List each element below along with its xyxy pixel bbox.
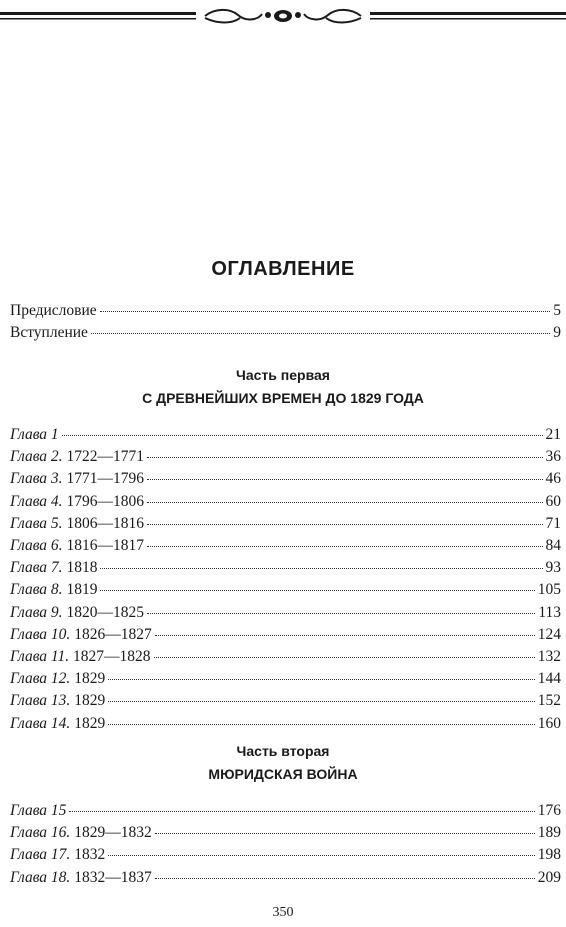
toc-entry-page: 198 — [537, 846, 561, 864]
toc-entry-page: 9 — [553, 324, 561, 341]
chapter-years: 1829 — [74, 670, 106, 688]
dot-leader — [108, 710, 535, 725]
toc-entry-page: 36 — [545, 448, 561, 466]
chapter-number: Глава 11. — [10, 648, 70, 665]
chapter-number: Глава 2. — [10, 448, 63, 466]
chapter-years: 1722—1771 — [66, 448, 144, 466]
dot-leader — [100, 576, 534, 591]
chapter-number: Глава 18. — [10, 868, 71, 886]
chapter-number: Глава 7. — [10, 559, 63, 577]
toc-entry-page: 71 — [545, 514, 561, 532]
chapter-number: Глава 17. — [10, 846, 71, 864]
toc-entry-label — [10, 468, 144, 490]
chapter-number: Глава 4. — [10, 492, 63, 510]
dot-leader — [100, 554, 542, 569]
toc-entry-page: 93 — [545, 559, 561, 577]
chapter-years: 1832 — [74, 846, 106, 864]
part-label: Часть вторая — [236, 743, 330, 759]
chapter-number: Глава 1 — [10, 426, 59, 443]
toc-entry-label — [10, 579, 97, 601]
chapter-number: Глава 13. — [10, 692, 71, 710]
dot-leader — [62, 421, 543, 436]
page-number: 350 — [272, 905, 294, 920]
chapter-years: 1829 — [74, 714, 106, 732]
toc-entry-page: 152 — [537, 692, 561, 710]
toc-entry-label — [10, 557, 97, 579]
dot-leader — [108, 687, 535, 702]
toc-entry-label — [10, 800, 66, 822]
chapter-years: 1829 — [74, 692, 106, 710]
dot-leader — [147, 443, 543, 458]
chapter-number: Глава 10. — [10, 625, 71, 643]
toc-title: ОГЛАВЛЕНИЕ — [211, 258, 355, 280]
dot-leader — [155, 621, 535, 636]
toc-entry-page: 60 — [545, 492, 561, 510]
dot-leader — [154, 643, 535, 658]
toc-entry-page: 144 — [537, 670, 561, 688]
toc-entry-label — [10, 446, 144, 468]
dot-leader — [147, 465, 543, 480]
chapter-number: Глава 9. — [10, 603, 63, 621]
dot-leader — [147, 510, 543, 525]
toc-entry-label — [10, 844, 105, 866]
dot-leader — [147, 599, 535, 614]
toc-entry-label — [10, 690, 105, 712]
chapter-years: 1819 — [66, 581, 98, 599]
dot-leader — [91, 319, 550, 334]
chapter-number: Глава 6. — [10, 537, 63, 554]
chapter-number: Глава 5. — [10, 514, 63, 532]
toc-entry-label — [10, 713, 105, 735]
chapter-years: 1771—1796 — [66, 470, 144, 488]
chapter-number: Глава 3. — [10, 470, 63, 488]
dot-leader — [108, 665, 535, 680]
toc-entry-label — [10, 668, 105, 690]
part-title: МЮРИДСКАЯ ВОЙНА — [208, 766, 358, 782]
dot-leader — [69, 797, 534, 812]
chapter-number: Глава 14. — [10, 714, 71, 732]
chapter-years: 1816—1817 — [66, 537, 144, 554]
toc-entry — [10, 867, 561, 889]
chapter-years: 1820—1825 — [66, 603, 144, 621]
part-title: С ДРЕВНЕЙШИХ ВРЕМЕН ДО 1829 ГОДА — [142, 390, 424, 406]
chapter-years: 1818 — [66, 559, 98, 577]
dot-leader — [155, 864, 535, 879]
toc-entry-page: 176 — [537, 802, 561, 819]
chapter-number: Глава 15 — [10, 802, 67, 819]
chapter-years: 1796—1806 — [66, 492, 144, 510]
toc-entry-page: 124 — [537, 625, 561, 643]
toc-entry-page: 84 — [545, 537, 561, 554]
chapter-years: 1827—1828 — [73, 648, 151, 665]
toc-entry-label — [10, 322, 88, 344]
chapter-years: 1826—1827 — [74, 625, 152, 643]
dot-leader — [155, 819, 535, 834]
toc-entry-page: 189 — [537, 824, 561, 842]
toc-entry — [10, 713, 561, 735]
toc-entry-page: 5 — [553, 302, 561, 319]
chapter-years: 1806—1816 — [66, 514, 144, 532]
toc-entry-page: 209 — [537, 868, 561, 886]
toc-entry-label — [10, 491, 144, 513]
toc-entry-label — [10, 424, 59, 446]
toc-entry-label — [10, 867, 152, 889]
toc-entry-page: 113 — [538, 603, 561, 621]
toc-entry-label — [10, 513, 144, 535]
chapter-number: Глава 8. — [10, 581, 63, 599]
chapter-years: 1829—1832 — [74, 824, 152, 842]
dot-leader — [108, 841, 535, 856]
chapter-number: Глава 16. — [10, 824, 71, 842]
toc-entry-page: 46 — [545, 470, 561, 488]
chapter-years: 1832—1837 — [74, 868, 152, 886]
dot-leader — [147, 488, 543, 503]
toc-entry-label — [10, 624, 152, 646]
toc-entry — [10, 322, 561, 344]
part-label: Часть первая — [236, 367, 330, 383]
toc-entry-label — [10, 602, 144, 624]
dot-leader — [100, 297, 551, 312]
toc-entry-label — [10, 300, 97, 322]
dot-leader — [147, 532, 543, 547]
chapter-number: Глава 12. — [10, 670, 71, 688]
toc-entry-page: 160 — [537, 714, 561, 732]
header-ornament — [0, 6, 566, 30]
toc-entry-page: 105 — [537, 581, 561, 599]
toc-entry-page: 132 — [537, 648, 561, 665]
front-matter-label: Предисловие — [10, 302, 97, 319]
toc-entry-page: 21 — [545, 426, 561, 443]
front-matter-label: Вступление — [10, 324, 88, 341]
